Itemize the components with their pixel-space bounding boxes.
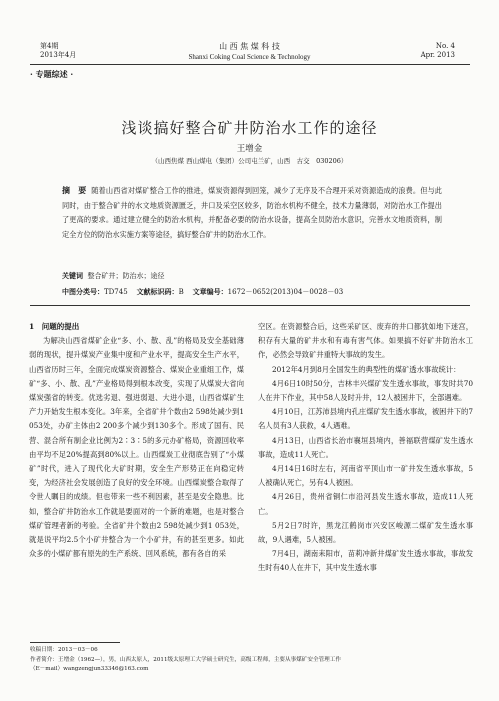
accident-item: 4月6日10时50分，吉林丰兴煤矿发生透水事故，事发时共70人在井下作业，其中58人及时升井，12人被困井下，全部遇难。: [258, 378, 473, 403]
author-name: 王增金: [236, 144, 263, 154]
accident-item: 7月4日，湖南耒阳市，苗莉冲新井煤矿发生透水事故，事故发生时有40人在井下，其中发生透水事: [258, 549, 473, 573]
body-column-right: [258, 320, 473, 576]
header-rule: [30, 64, 470, 65]
received-date: 收稿日期：2013－03－06: [30, 647, 98, 653]
body-paragraph: 为解决山西省煤矿企业“多、小、散、乱”的格局及安全基础薄弱的现状，提升煤炭产业集中度和产业水平，提高安全生产水平，山西省历时三年，全面完成煤炭资源整合、煤炭企业重组工作，煤矿“多、小、散、乱”产业格局得到根本改变，实现了从煤炭大省向煤炭强省的转变。优选劣退、强进弱退、大进小退，山西省煤矿生产力开始发生根本变化。3年来，全省矿井个数由2 598处减少到1 053处，办矿主体由2 200多个减少到130多个。形成了国有、民营、混合所有制企业比例为2∶3∶5的多元办矿格局，资源回收率由平均不足20%提高到80%以上。山西煤炭工业彻底告别了“小煤矿”时代，进入了现代化大矿时期，安全生产形势正在向稳定转变，为经济社会发展创造了良好的安全环境。山西煤炭整合取得了令世人瞩目的成绩。但也带来一些不利因素，甚至是安全隐患。比如，整合矿井防治水工作就是要面对的一个新的难题，也是对整合煤矿管理者新的考验。全省矿井个数由2 598处减少到1 053处，就是说平均2.5个小矿井整合为一个小矿井，有的甚至更多。如此众多的小煤矿都有原先的生产系统、回风系统，都有各自的采: [29, 336, 244, 559]
accident-item: 4月10日，江苏沛县境内孔庄煤矿发生透水事故，被困井下的7名人员有3人获救，4人遇难。: [258, 407, 473, 431]
section-label: · 专题综述 ·: [30, 69, 74, 79]
issue-date-cn: 2013年4月: [40, 51, 77, 59]
keywords-label: 关键词: [62, 271, 83, 280]
keywords-text: 整合矿井；防治水；途径: [87, 272, 165, 280]
abstract-rule: [30, 305, 470, 306]
issue-number-en: No. 4: [435, 42, 455, 50]
clc-label: 中图分类号：: [62, 287, 104, 296]
body-paragraph: 2012年4月到8月全国发生的典型性的煤矿透水事故统计：: [272, 364, 461, 374]
accident-item: 4月26日，贵州省铜仁市沿河县发生透水事故，造成11人死亡。: [258, 492, 473, 516]
accident-item: 4月14日16时左右，河南省平顶山市一矿井发生透水事故，5人被确认死亡，另有4人被困。: [258, 464, 473, 488]
footnote: [30, 646, 470, 675]
article-title: 浅谈搞好整合矿井防治水工作的途径: [121, 119, 378, 137]
doc-code: B: [178, 288, 184, 296]
author-affiliation: （山西焦煤 西山煤电（集团）公司屯兰矿，山西 古交 030206）: [151, 157, 348, 165]
footnote-rule: [30, 642, 120, 643]
journal-name-en: Shanxi Coking Coal Science & Technology: [188, 53, 311, 61]
journal-name-cn: 山 西 焦 煤 科 技: [219, 42, 280, 51]
abstract: [62, 183, 442, 242]
keywords: [62, 271, 164, 281]
abstract-label: 摘 要: [62, 185, 87, 195]
body-paragraph: 空区。在资源整合后，这些采矿区、废弃的井口都犹如地下迷宫，积存有大量的矿井水和有毒有害气体。如果搞不好矿井防治水工作，必然会导致矿井重特大事故的发生。: [258, 322, 473, 360]
abstract-text: 随着山西省对煤矿整合工作的推进，煤炭资源得到回笼，减少了无序及不合理开采对资源造成的浪费。但与此同时，由于整合矿井的水文地质资源匮乏，井口及采空区较多，防治水机构不健全，技术力量薄弱，对防治水工作提出了更高的要求。通过建立健全的防治水机构，并配备必要的防治水设备，提高全员防治水意识，完善水文地质资料，制定全方位的防治水实施方案等途径，搞好整合矿井的防治水工作。: [62, 186, 442, 239]
article-id-label: 文章编号：: [192, 287, 228, 296]
classification-line: [62, 287, 343, 297]
body-column-left: [29, 320, 244, 561]
author-bio: 作者简介：王增金（1962—），男，山西太原人，2011级太原理工大学硕士研究生，高级工程师，主要从事煤矿安全管理工作: [30, 656, 341, 663]
issue-date-en: Apr. 2013: [420, 51, 455, 59]
doc-code-label: 文献标识码：: [136, 287, 179, 296]
article-id: 1672－0652(2013)04－0028－03: [227, 288, 344, 296]
issue-number: 第4期: [40, 42, 59, 50]
author-email: （E－mail）wangzengjun33346@163.com: [30, 666, 149, 672]
running-header-right: [421, 42, 455, 60]
clc-code: TD745: [104, 288, 128, 296]
section-heading: 1 问题的提出: [29, 322, 80, 331]
accident-item: 5月2日7时许，黑龙江鹤岗市兴安区峻源二煤矿发生透水事故，9人遇难，5人被困。: [258, 520, 473, 545]
accident-item: 4月13日，山西省长治市襄垣县境内，善福联营煤矿发生透水事故，造成11人死亡。: [258, 435, 473, 459]
